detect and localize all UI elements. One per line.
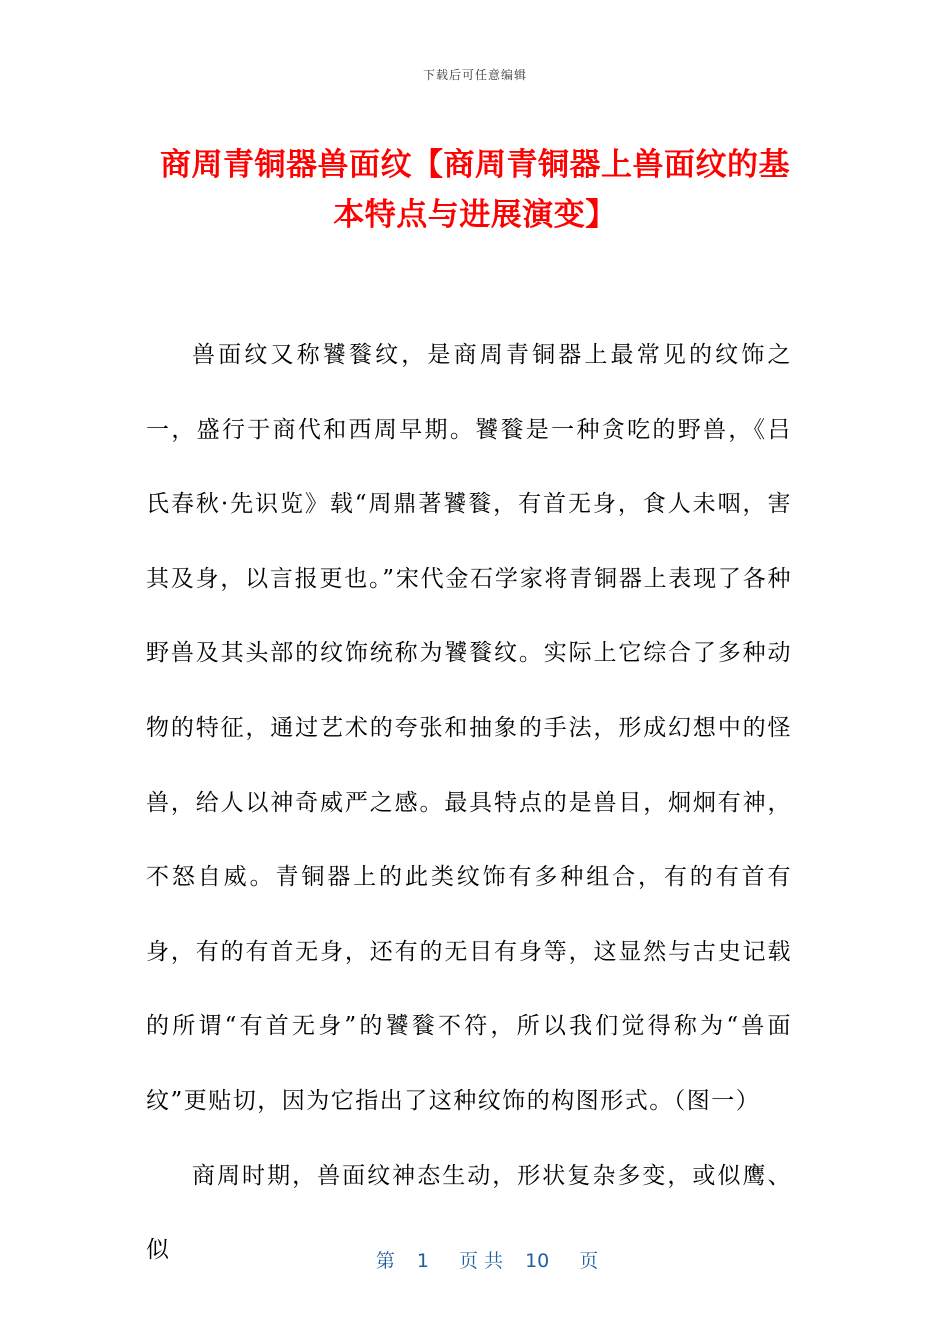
footer-suffix: 页 <box>579 1250 599 1272</box>
header-note: 下载后可任意编辑 <box>422 68 527 82</box>
page-footer <box>0 1224 950 1295</box>
document-title: 商周青铜器兽面纹【商周青铜器上兽面纹的基本特点与进展演变】 <box>160 147 790 233</box>
footer-total-pages: 10 <box>525 1250 550 1272</box>
paragraph-1: 兽面纹又称饕餮纹，是商周青铜器上最常见的纹饰之一，盛行于商代和西周早期。饕餮是一种贪吃的野兽，《吕氏春秋·先识览》载“周鼎著饕餮，有首无身，食人未咽，害其及身，以言报更也。”宋代金石学家将青铜器上表现了各种野兽及其头部的纹饰统称为饕餮纹。实际上它综合了多种动物的特征，通过艺术的夸张和抽象的手法，形成幻想中的怪兽，给人以神奇威严之感。最具特点的是兽目，炯炯有神，不怒自威。青铜器上的此类纹饰有多种组合，有的有首有身，有的有首无身，还有的无目有身等，这显然与古史记载的所谓“有首无身”的饕餮不符，所以我们觉得称为“兽面纹”更贴切，因为它指出了这种纹饰的构图形式。（图一） <box>146 342 792 1114</box>
footer-middle: 页 共 <box>459 1250 504 1272</box>
paragraph-2: 商周时期，兽面纹神态生动，形状复杂多变，或似鹰、似 <box>146 1162 792 1264</box>
footer-current-page: 1 <box>416 1250 430 1272</box>
footer-prefix: 第 <box>375 1250 395 1272</box>
document-body <box>146 318 792 1288</box>
